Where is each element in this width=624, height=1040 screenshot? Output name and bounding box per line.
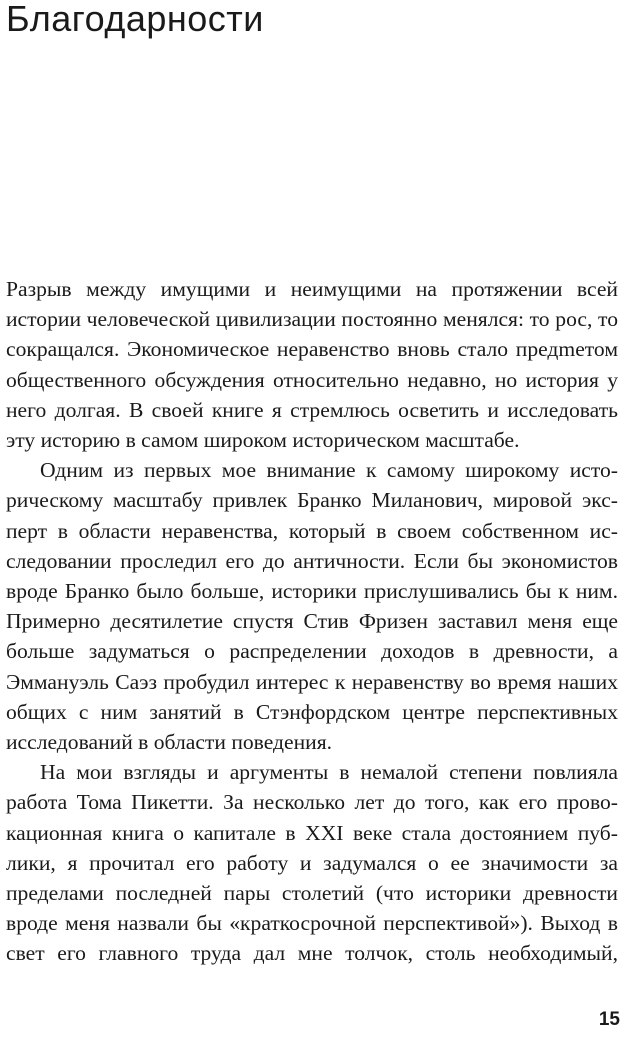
paragraph: На мои взгляды и аргументы в немалой степени повлияла работа Тома Пикетти. За несколько лет до того, как его провокационная книга о капитале в XXI веке стала достоянием публики, я прочитал его работу и задумался о ее значимости за пределами последней пары столетий (что историки древности вроде меня назвали бы «краткосрочной перспективой»). Выход в свет его главного труда дал мне толчок, столь необходимый, [6, 760, 618, 966]
paragraph: Разрыв между имущими и неимущими на протяжении всей истории человеческой цивилизации постоянно менялся: то рос, то сокращался. Экономическое неравенство вновь стало предmетом общественного обсуждения относительно недавно, но история у него долгая. В своей книге я стремлюсь осветить и исследовать эту историю в самом широком историческом масштабе. [6, 277, 618, 453]
chapter-title: Благодарности [6, 0, 264, 39]
page-number: 15 [598, 1009, 620, 1030]
paragraph: Одним из первых мое внимание к самому широкому историческому масштабу привлек Бранко Миланович, мировой эксперт в области неравенства, который в своем собственном исследовании проследил его до античности. Если бы экономистов вроде Бранко было больше, историки прислушивались бы к ним. Примерно десятилетие спустя Стив Фризен заставил меня еще больше задуматься о распределении доходов в древности, а Эммануэль Саэз пробудил интерес к неравенству во время наших общих с ним занятий в Стэнфордском центре перспективных исследований в области поведения. [6, 458, 618, 755]
body-text [6, 274, 618, 969]
